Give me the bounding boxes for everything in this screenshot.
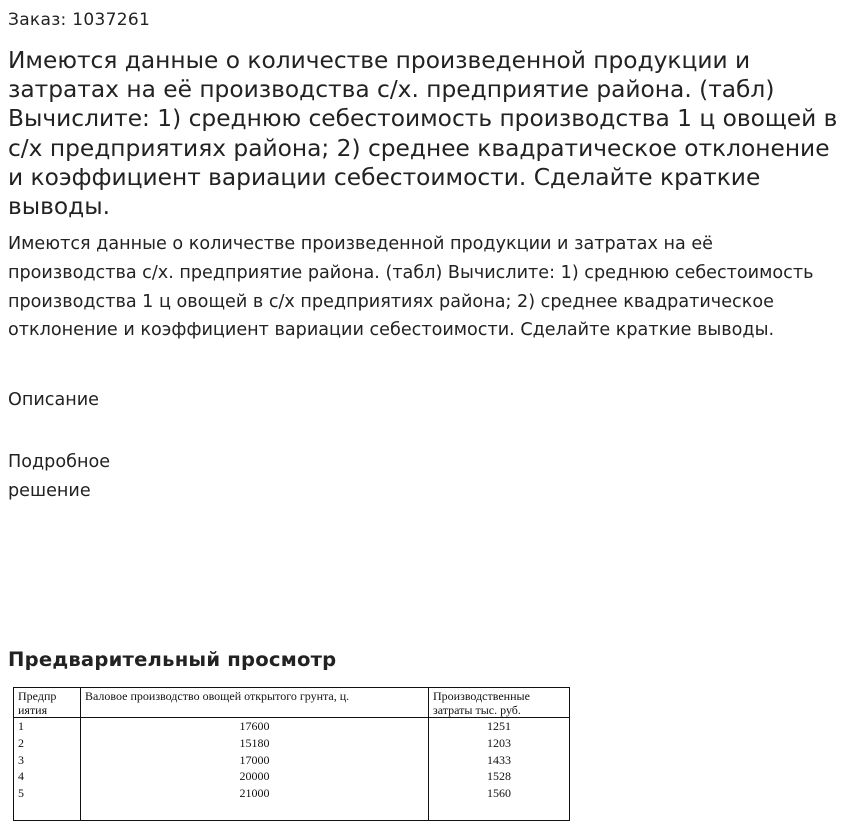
cell-output: 21000 xyxy=(81,785,429,802)
cell-enterprise: 5 xyxy=(14,785,81,802)
table-header-row xyxy=(14,688,570,718)
table-row xyxy=(14,785,570,802)
order-number: Заказ: 1037261 xyxy=(8,10,151,30)
cell-output: 20000 xyxy=(81,768,429,785)
cell-costs: 1203 xyxy=(429,735,570,752)
header-enterprise-line1: Предпр xyxy=(18,689,57,703)
page-title: Имеются данные о количестве произведенной продукции и затратах на её производства с/х. предприятие района. (табл) Вычислите: 1) среднюю себестоимость производства 1 ц овощей в с/х предприятиях района; 2) среднее квадратическое отклонение и коэффициент вариации себестоимости. Сделайте краткие выводы. xyxy=(8,47,838,221)
table-row xyxy=(14,735,570,752)
description-label: Описание xyxy=(8,390,100,410)
preview-image xyxy=(8,682,588,827)
cell-costs: 1433 xyxy=(429,752,570,769)
cell-output: 17600 xyxy=(81,718,429,735)
cell-enterprise: 3 xyxy=(14,752,81,769)
header-enterprise xyxy=(14,688,81,718)
header-enterprise-line2: иятия xyxy=(18,703,48,717)
table-empty-row xyxy=(14,802,570,821)
table-row xyxy=(14,768,570,785)
header-gross-output: Валовое производство овощей открытого грунта, ц. xyxy=(81,688,429,718)
cell-costs: 1560 xyxy=(429,785,570,802)
preview-heading: Предварительный просмотр xyxy=(8,648,337,671)
cell-costs: 1528 xyxy=(429,768,570,785)
cell-enterprise: 4 xyxy=(14,768,81,785)
header-costs xyxy=(429,688,570,718)
cell-output: 15180 xyxy=(81,735,429,752)
cell-output: 17000 xyxy=(81,752,429,769)
cell-empty xyxy=(429,802,570,821)
cell-enterprise: 1 xyxy=(14,718,81,735)
task-description: Имеются данные о количестве произведенной продукции и затратах на её производства с/х. предприятие района. (табл) Вычислите: 1) среднюю себестоимость производства 1 ц овощей в с/х предприятиях района; 2) среднее квадратическое отклонение и коэффициент вариации себестоимости. Сделайте краткие выводы. xyxy=(8,234,814,341)
table-row xyxy=(14,718,570,735)
data-table xyxy=(13,687,570,821)
table-row xyxy=(14,752,570,769)
cell-enterprise: 2 xyxy=(14,735,81,752)
cell-costs: 1251 xyxy=(429,718,570,735)
detailed-solution-label: Подробное решение xyxy=(8,452,111,501)
header-costs-line2: затраты тыс. руб. xyxy=(433,703,521,717)
cell-empty xyxy=(14,802,81,821)
header-costs-line1: Производственные xyxy=(433,689,530,703)
cell-empty xyxy=(81,802,429,821)
